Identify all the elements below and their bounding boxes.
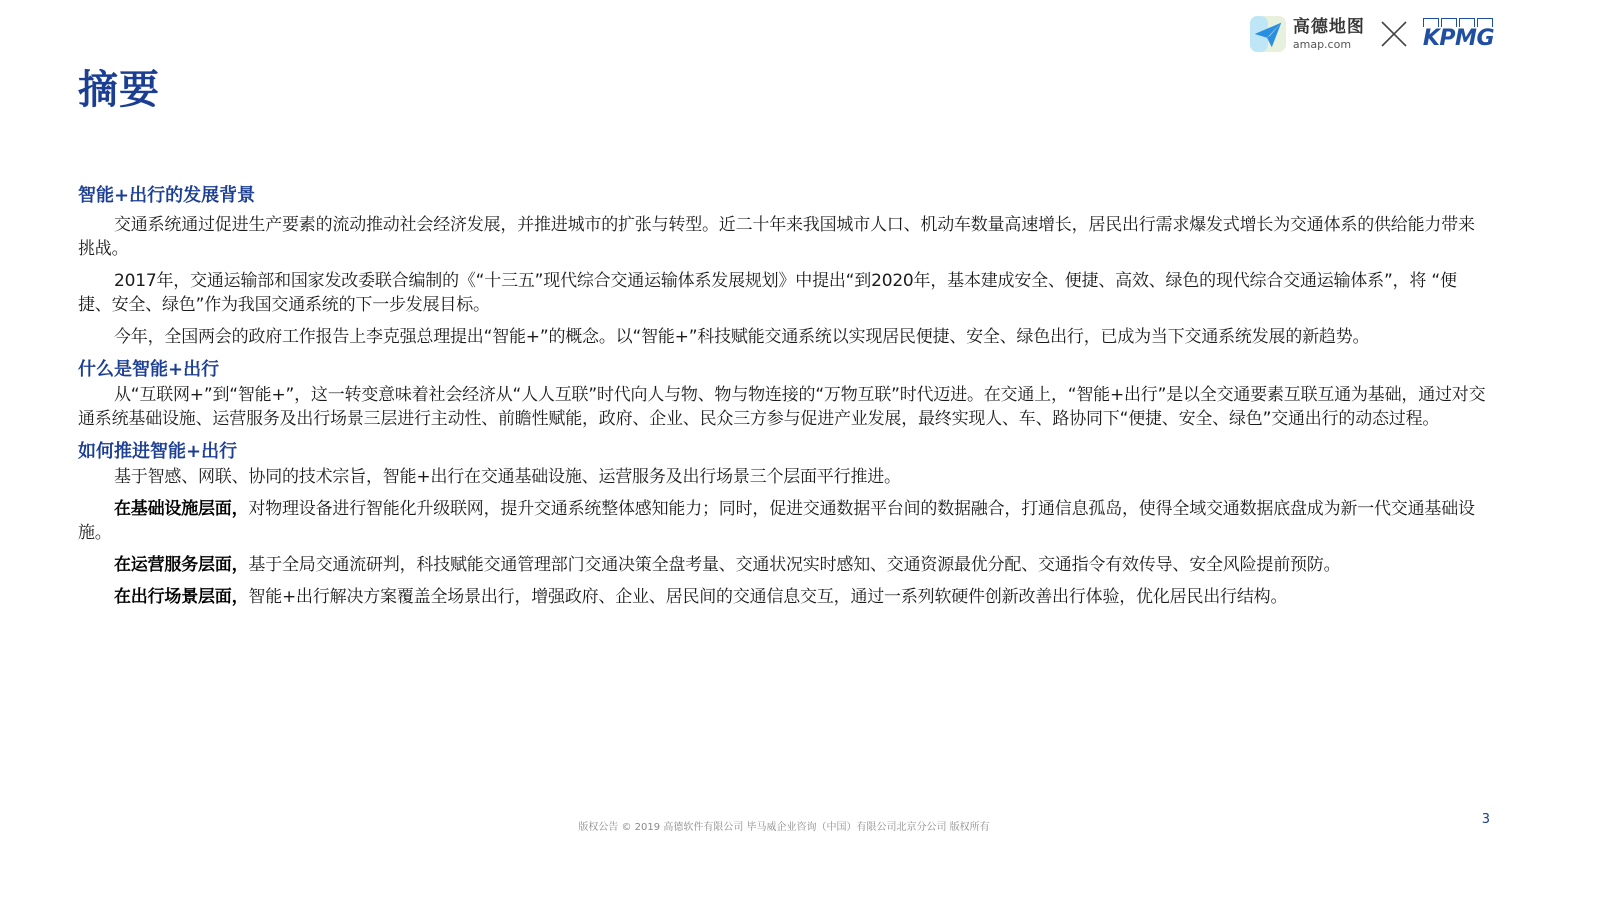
paragraph-text: 智能+出行解决方案覆盖全场景出行，增强政府、企业、居民间的交通信息交互，通过一系列软硬件创新改善出行体验，优化居民出行结构。 xyxy=(248,587,1288,607)
section-heading: 如何推进智能+出行 xyxy=(78,441,238,462)
paragraph-text: 对物理设备进行智能化升级联网，提升交通系统整体感知能力；同时，促进交通数据平台间的数据融合，打通信息孤岛，使得全域交通数据底盘成为新一代交通基础设施。 xyxy=(78,499,1475,543)
summary-content xyxy=(78,183,1488,617)
page-number: 3 xyxy=(1481,812,1490,827)
bold-lead: 在基础设施层面， xyxy=(114,499,249,519)
amap-logo-domain: amap.com xyxy=(1292,37,1352,51)
amap-logo-text: 高德地图 xyxy=(1292,16,1365,37)
kpmg-logo-text: KPMG xyxy=(1422,26,1494,51)
amap-paper-plane-icon xyxy=(1249,15,1287,53)
section-definition xyxy=(78,357,1488,431)
bold-lead: 在出行场景层面， xyxy=(114,587,249,607)
header-logos xyxy=(1249,14,1494,54)
times-icon xyxy=(1379,19,1409,49)
paragraph: 今年，全国两会的政府工作报告上李克强总理提出“智能+”的概念。以“智能+”科技赋能交通系统以实现居民便捷、安全、绿色出行，已成为当下交通系统发展的新趋势。 xyxy=(114,327,1370,347)
amap-logo xyxy=(1249,15,1365,53)
paragraph-text: 基于全局交通流研判，科技赋能交通管理部门交通决策全盘考量、交通状况实时感知、交通资源最优分配、交通指令有效传导、安全风险提前预防。 xyxy=(248,555,1341,575)
paragraph: 2017年，交通运输部和国家发改委联合编制的《“十三五”现代综合交通运输体系发展规划》中提出“到2020年，基本建成安全、便捷、高效、绿色的现代综合交通运输体系”，将 “便捷、安全、绿色”作为我国交通系统的下一步发展目标。 xyxy=(78,271,1457,315)
paragraph-operations xyxy=(78,553,1488,577)
section-heading: 智能+出行的发展背景 xyxy=(78,185,256,206)
section-background xyxy=(78,183,1488,349)
kpmg-logo xyxy=(1423,18,1494,50)
page-title: 摘要 xyxy=(78,67,160,113)
paragraph: 交通系统通过促进生产要素的流动推动社会经济发展，并推进城市的扩张与转型。近二十年来我国城市人口、机动车数量高速增长，居民出行需求爆发式增长为交通体系的供给能力带来挑战。 xyxy=(78,215,1475,259)
paragraph: 基于智感、网联、协同的技术宗旨，智能+出行在交通基础设施、运营服务及出行场景三个层面平行推进。 xyxy=(114,467,901,487)
copyright-footer: 版权公告 © 2019 高德软件有限公司 毕马威企业咨询（中国）有限公司北京分公司 版权所有 xyxy=(578,822,990,833)
section-how-to xyxy=(78,439,1488,609)
paragraph: 从“互联网+”到“智能+”，这一转变意味着社会经济从“人人互联”时代向人与物、物与物连接的“万物互联”时代迈进。在交通上，“智能+出行”是以全交通要素互联互通为基础，通过对交通系统基础设施、运营服务及出行场景三层进行主动性、前瞻性赋能，政府、企业、民众三方参与促进产业发展，最终实现人、车、路协同下“便捷、安全、绿色”交通出行的动态过程。 xyxy=(78,385,1486,429)
paragraph-scenarios xyxy=(78,585,1488,609)
section-heading: 什么是智能+出行 xyxy=(78,359,220,380)
bold-lead: 在运营服务层面， xyxy=(114,555,249,575)
paragraph-infrastructure xyxy=(78,497,1488,545)
